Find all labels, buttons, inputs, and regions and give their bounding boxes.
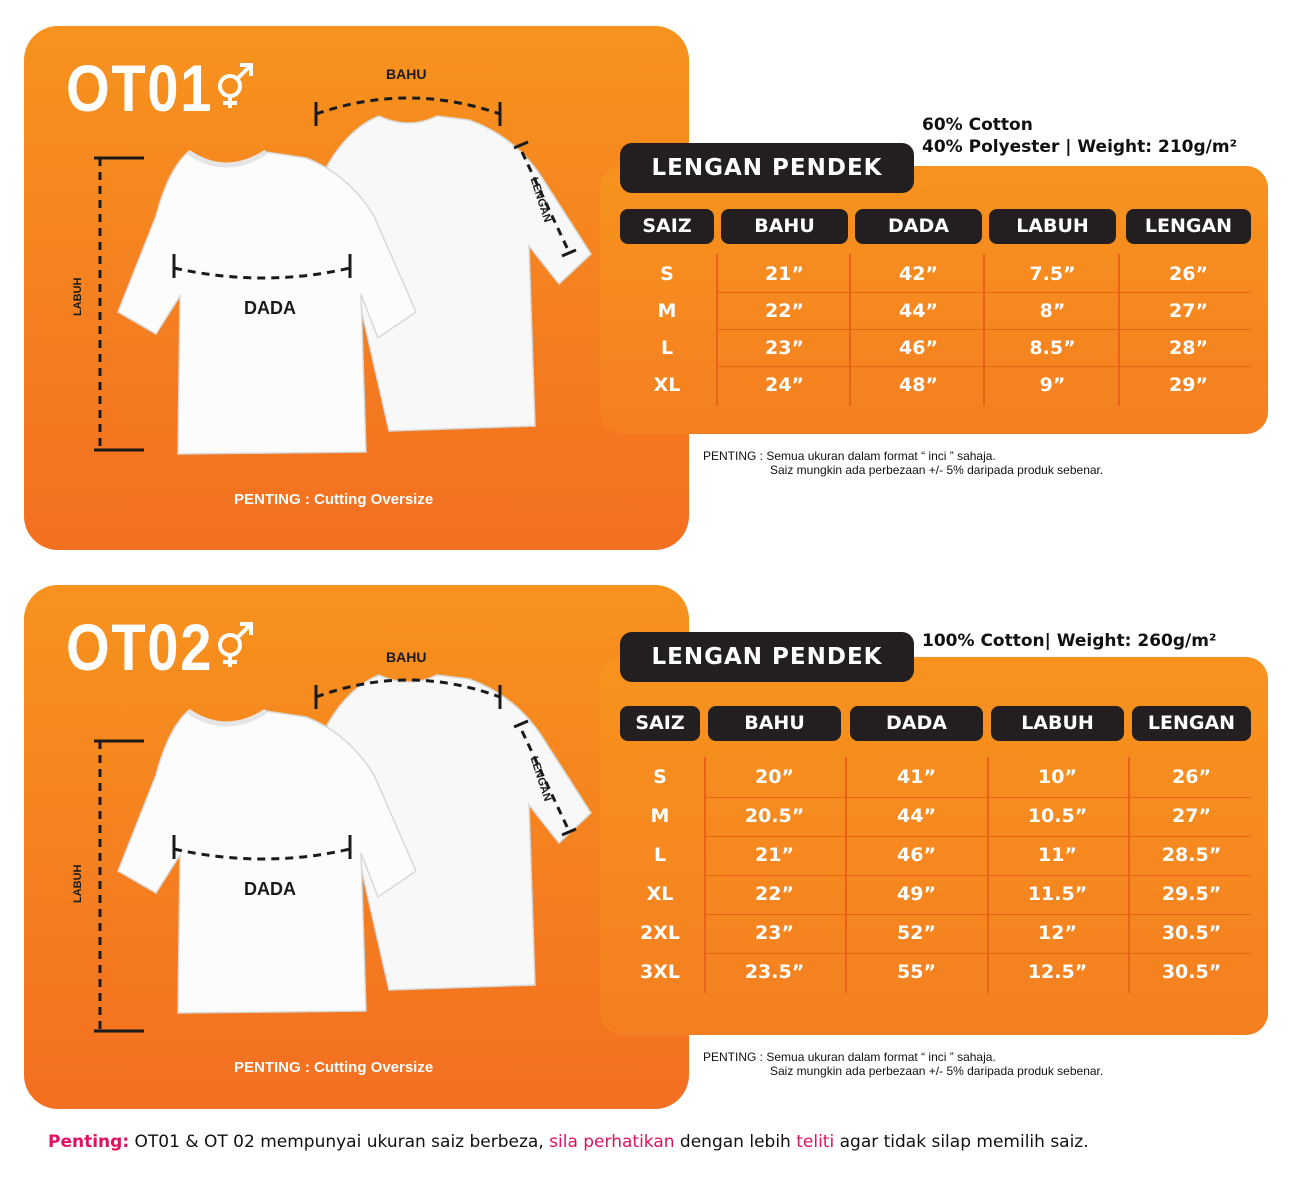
table-cell: 10” bbox=[1038, 766, 1077, 788]
bahu-label: BAHU bbox=[386, 66, 427, 82]
table-cell: 26” bbox=[1169, 263, 1208, 285]
table-cell: 11.5” bbox=[1027, 883, 1088, 905]
header-dada: DADA bbox=[855, 209, 982, 244]
oversize-note: PENTING : Cutting Oversize bbox=[234, 491, 434, 508]
header-lengan: LENGAN bbox=[1132, 706, 1251, 741]
table-cell: 44” bbox=[899, 300, 938, 322]
table-cell: 28.5” bbox=[1161, 844, 1222, 866]
table-cell: 24” bbox=[765, 374, 804, 396]
table-cell: XL bbox=[653, 374, 681, 396]
table-cell: XL bbox=[646, 883, 674, 905]
product-code: OT01 bbox=[66, 51, 214, 125]
fabric-line: 100% Cotton| Weight: 260g/m² bbox=[922, 631, 1217, 651]
table-cell: 29.5” bbox=[1161, 883, 1222, 905]
table-cell: 2XL bbox=[640, 922, 680, 944]
table-cell: 9” bbox=[1039, 374, 1066, 396]
measurement-note bbox=[703, 449, 1103, 477]
table-cell: 55” bbox=[897, 961, 936, 983]
labuh-label: LABUH bbox=[72, 864, 84, 903]
note-line: Saiz mungkin ada perbezaan +/- 5% daripada produk sebenar. bbox=[770, 1064, 1104, 1078]
table-cell: 12” bbox=[1038, 922, 1077, 944]
table-cell: 46” bbox=[897, 844, 936, 866]
footer-warning bbox=[48, 1132, 1089, 1152]
header-lengan: LENGAN bbox=[1126, 209, 1251, 244]
fabric-info bbox=[922, 630, 1216, 652]
table-cell: L bbox=[653, 844, 667, 866]
table-cell: 28” bbox=[1169, 337, 1208, 359]
measurement-guides bbox=[24, 585, 689, 1109]
table-cell: L bbox=[660, 337, 674, 359]
oversize-note: PENTING : Cutting Oversize bbox=[234, 1059, 434, 1076]
header-bahu: BAHU bbox=[721, 209, 848, 244]
sleeve-type-tag: LENGAN PENDEK bbox=[620, 143, 914, 193]
header-labuh: LABUH bbox=[991, 706, 1124, 741]
table-cell: 23” bbox=[755, 922, 794, 944]
table-cell: 42” bbox=[899, 263, 938, 285]
product-code: OT02 bbox=[66, 610, 214, 684]
dada-label: DADA bbox=[244, 298, 296, 318]
table-cell: 48” bbox=[899, 374, 938, 396]
table-cell: 3XL bbox=[640, 961, 680, 983]
fabric-line: 40% Polyester | Weight: 210g/m² bbox=[922, 137, 1238, 157]
bahu-label: BAHU bbox=[386, 649, 427, 665]
table-cell: 41” bbox=[897, 766, 936, 788]
table-cell: 27” bbox=[1172, 805, 1211, 827]
table-cell: S bbox=[653, 766, 667, 788]
table-cell: 30.5” bbox=[1161, 961, 1222, 983]
measurement-note bbox=[703, 1050, 1103, 1078]
table-cell: 22” bbox=[765, 300, 804, 322]
header-saiz: SAIZ bbox=[620, 209, 714, 244]
labuh-label: LABUH bbox=[72, 277, 84, 316]
footer-highlight: sila perhatikan bbox=[549, 1132, 675, 1152]
table-cell: 11” bbox=[1038, 844, 1077, 866]
note-line: Saiz mungkin ada perbezaan +/- 5% daripada produk sebenar. bbox=[770, 463, 1104, 477]
table-cell: 10.5” bbox=[1027, 805, 1088, 827]
table-cell: 29” bbox=[1169, 374, 1208, 396]
table-cell: 26” bbox=[1172, 766, 1211, 788]
note-line: PENTING : Semua ukuran dalam format “ inci ” sahaja. bbox=[703, 449, 996, 463]
table-cell: 20.5” bbox=[744, 805, 805, 827]
lengan-label: LENGAN bbox=[527, 176, 554, 224]
table-cell: 52” bbox=[897, 922, 936, 944]
table-cell: 23” bbox=[765, 337, 804, 359]
header-dada: DADA bbox=[850, 706, 983, 741]
footer-text: dengan lebih bbox=[674, 1132, 797, 1152]
table-cell: 8” bbox=[1039, 300, 1066, 322]
footer-text: agar tidak silap memilih saiz. bbox=[834, 1132, 1089, 1152]
table-cell: 22” bbox=[755, 883, 794, 905]
sleeve-type-tag: LENGAN PENDEK bbox=[620, 632, 914, 682]
footer-text: OT01 & OT 02 mempunyai ukuran saiz berbeza, bbox=[129, 1132, 550, 1152]
table-cell: 7.5” bbox=[1029, 263, 1076, 285]
table-cell: M bbox=[650, 805, 670, 827]
table-cell: 12.5” bbox=[1027, 961, 1088, 983]
header-saiz: SAIZ bbox=[620, 706, 700, 741]
table-cell: 44” bbox=[897, 805, 936, 827]
table-cell: 49” bbox=[897, 883, 936, 905]
lengan-label: LENGAN bbox=[527, 755, 554, 803]
table-cell: 23.5” bbox=[744, 961, 805, 983]
table-cell: S bbox=[660, 263, 674, 285]
measurement-guides bbox=[24, 26, 689, 550]
table-cell: M bbox=[657, 300, 677, 322]
header-bahu: BAHU bbox=[708, 706, 841, 741]
product-panel-ot02 bbox=[24, 585, 689, 1109]
table-cell: 27” bbox=[1169, 300, 1208, 322]
table-cell: 21” bbox=[765, 263, 804, 285]
footer-penting: Penting: bbox=[48, 1132, 130, 1152]
fabric-line: 60% Cotton bbox=[922, 115, 1033, 135]
table-cell: 21” bbox=[755, 844, 794, 866]
dada-label: DADA bbox=[244, 879, 296, 899]
header-labuh: LABUH bbox=[989, 209, 1116, 244]
fabric-info bbox=[922, 114, 1237, 158]
product-panel-ot01 bbox=[24, 26, 689, 550]
table-cell: 46” bbox=[899, 337, 938, 359]
table-cell: 8.5” bbox=[1029, 337, 1076, 359]
table-cell: 30.5” bbox=[1161, 922, 1222, 944]
note-line: PENTING : Semua ukuran dalam format “ inci ” sahaja. bbox=[703, 1050, 996, 1064]
footer-highlight: teliti bbox=[796, 1132, 835, 1152]
table-cell: 20” bbox=[755, 766, 794, 788]
